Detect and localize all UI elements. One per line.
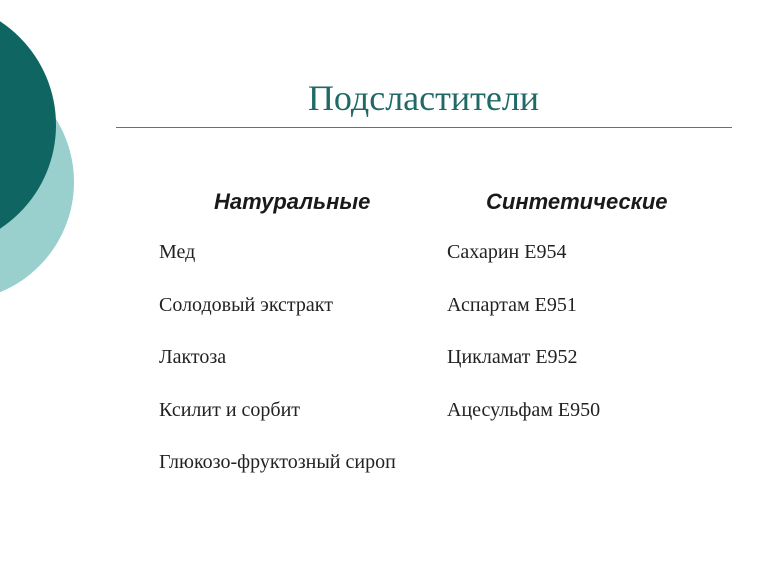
list-item: Цикламат Е952 (447, 346, 578, 368)
natural-sweeteners-list (159, 239, 396, 502)
synthetic-column-header: Синтетические (486, 189, 668, 214)
list-item: Глюкозо-фруктозный сироп (159, 451, 396, 473)
list-item: Сахарин Е954 (447, 241, 567, 263)
slide-title: Подсластители (307, 78, 540, 118)
list-item: Ацесульфам Е950 (447, 398, 601, 421)
list-item: Аспартам Е951 (447, 293, 577, 316)
list-item: Солодовый экстракт (159, 293, 333, 316)
list-item: Ксилит и сорбит (159, 398, 301, 421)
list-item: Лактоза (159, 346, 227, 368)
natural-column-header: Натуральные (214, 189, 371, 214)
decorative-circles (0, 0, 90, 320)
synthetic-sweeteners-list (447, 239, 600, 449)
title-divider (116, 127, 732, 128)
list-item: Мед (159, 241, 196, 263)
